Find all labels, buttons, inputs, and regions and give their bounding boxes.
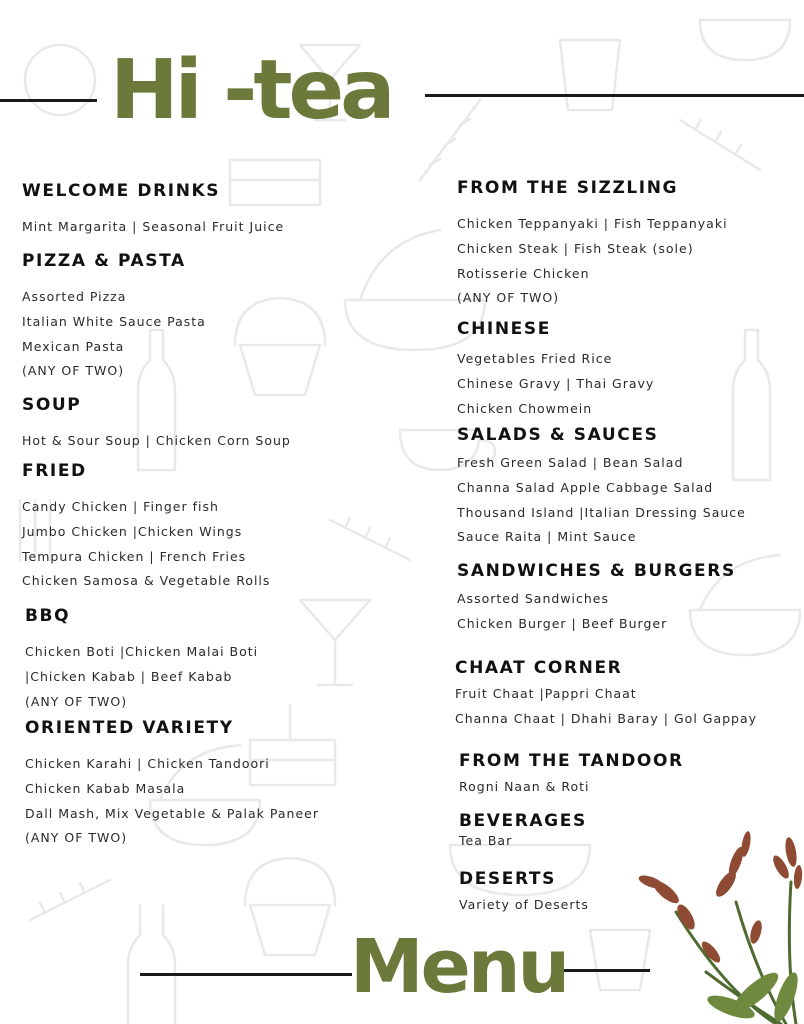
footer-rule-right (560, 969, 650, 972)
section-from-the-tandoor (459, 751, 684, 800)
menu-item: Italian White Sauce Pasta (22, 313, 206, 329)
menu-item: (ANY OF TWO) (25, 830, 128, 846)
section-beverages (459, 811, 587, 851)
section-title: PIZZA & PASTA (22, 251, 186, 271)
section-soup (22, 395, 291, 454)
footer-title: Menu (350, 924, 568, 1010)
menu-item: Chicken Karahi | Chicken Tandoori (25, 756, 270, 771)
header-rule-right (425, 94, 804, 97)
menu-item: Candy Chicken | Finger fish (22, 499, 219, 514)
menu-item: Chicken Steak | Fish Steak (sole) (457, 240, 694, 256)
menu-item: Fruit Chaat |Pappri Chaat (455, 686, 637, 701)
flower-decoration (636, 822, 804, 1024)
menu-item: Dall Mash, Mix Vegetable & Palak Paneer (25, 805, 319, 821)
menu-item: Tempura Chicken | French Fries (22, 548, 247, 564)
section-title: FROM THE SIZZLING (457, 178, 679, 198)
page-title: Hi -tea (110, 43, 392, 138)
menu-item: Channa Chaat | Dhahi Baray | Gol Gappay (455, 710, 758, 726)
section-deserts (459, 869, 589, 918)
section-pizza-pasta (22, 251, 206, 384)
menu-item: Rotisserie Chicken (457, 265, 590, 281)
section-chinese (457, 319, 654, 421)
section-welcome-drinks (22, 181, 284, 240)
menu-item: (ANY OF TWO) (25, 693, 128, 709)
menu-item: (ANY OF TWO) (457, 290, 560, 306)
menu-item: Chinese Gravy | Thai Gravy (457, 375, 655, 391)
menu-item: Chicken Kabab Masala (25, 780, 186, 796)
menu-item: Chicken Boti |Chicken Malai Boti (25, 644, 259, 659)
section-title: BEVERAGES (459, 811, 587, 831)
section-title: ORIENTED VARIETY (25, 718, 234, 738)
section-title: DESERTS (459, 869, 556, 889)
menu-item: Chicken Chowmein (457, 400, 593, 416)
section-from-the-sizzling (457, 178, 728, 311)
section-oriented-variety (25, 718, 319, 851)
menu-item: Chicken Samosa & Vegetable Rolls (22, 573, 271, 589)
header-rule-left (0, 99, 97, 102)
menu-item: Rogni Naan & Roti (459, 779, 590, 794)
section-title: FRIED (22, 461, 87, 481)
section-title: SOUP (22, 395, 82, 415)
menu-item: Fresh Green Salad | Bean Salad (457, 455, 684, 470)
section-title: SALADS & SAUCES (457, 425, 659, 445)
section-title: WELCOME DRINKS (22, 181, 221, 201)
menu-item: Assorted Pizza (22, 289, 127, 304)
footer-rule-left (140, 973, 352, 976)
section-bbq (25, 606, 258, 714)
section-chaat-corner (455, 658, 757, 732)
section-salads-sauces (457, 425, 746, 550)
menu-item: (ANY OF TWO) (22, 363, 125, 379)
section-sandwiches-burgers (457, 561, 736, 637)
section-title: BBQ (25, 606, 71, 626)
menu-item: Tea Bar (459, 833, 513, 848)
section-title: FROM THE TANDOOR (459, 751, 684, 771)
menu-item: Hot & Sour Soup | Chicken Corn Soup (22, 433, 291, 448)
menu-item: Mint Margarita | Seasonal Fruit Juice (22, 219, 285, 234)
menu-item: Assorted Sandwiches (457, 591, 610, 606)
menu-item: Jumbo Chicken |Chicken Wings (22, 523, 243, 539)
menu-item: Sauce Raita | Mint Sauce (457, 529, 637, 545)
menu-item: Mexican Pasta (22, 338, 125, 354)
section-title: SANDWICHES & BURGERS (457, 561, 736, 581)
menu-item: |Chicken Kabab | Beef Kabab (25, 668, 233, 684)
menu-item: Vegetables Fried Rice (457, 351, 613, 366)
menu-item: Thousand Island |Italian Dressing Sauce (457, 504, 746, 520)
menu-item: Channa Salad Apple Cabbage Salad (457, 479, 714, 495)
menu-item: Chicken Teppanyaki | Fish Teppanyaki (457, 216, 728, 231)
section-title: CHAAT CORNER (455, 658, 623, 678)
section-title: CHINESE (457, 319, 551, 339)
menu-item: Variety of Deserts (459, 897, 589, 912)
section-fried (22, 461, 270, 594)
menu-item: Chicken Burger | Beef Burger (457, 615, 668, 631)
